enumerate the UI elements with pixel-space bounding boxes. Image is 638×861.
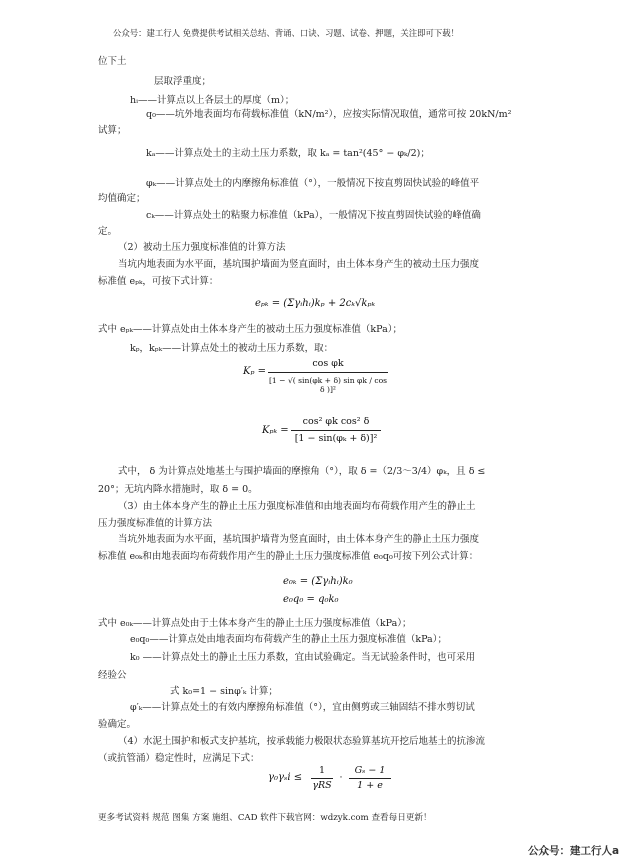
- text-line: 当坑外地表面为水平面，基坑围护墙背为竖直面时，由土体本身产生的静止土压力强度: [118, 534, 480, 545]
- formula-e0q0: e₀q₀ = q₀k₀: [283, 594, 339, 605]
- fraction-bar: [349, 778, 391, 779]
- text-line: 式中， δ 为计算点处地基土与围护墙面的摩擦角（°），取 δ =（2/3～3/4）φₖ，且 δ ≤: [118, 466, 486, 477]
- formula-seepage-frac1-den: γRS: [312, 780, 332, 791]
- text-line: 试算；: [98, 125, 127, 136]
- text-line: 位下土: [98, 56, 127, 67]
- fraction-bar: [291, 430, 381, 431]
- text-line: 当坑内地表面为水平面，基坑围护墙面为竖直面时，由土体本身产生的被动土压力强度: [118, 259, 480, 270]
- footer-brand-watermark: 公众号：建工行人a: [528, 845, 620, 857]
- text-line: 式 k₀=1 − sinφ′ₖ 计算；: [170, 686, 278, 697]
- text-line: φₖ——计算点处土的内摩擦角标准值（°），一般情况下按直剪固快试验的峰值平: [146, 178, 480, 189]
- formula-kpk-denominator: [1 − sin(φₖ + δ)]²: [294, 433, 378, 444]
- text-line: kₐ——计算点处土的主动土压力系数，取 kₐ = tan²(45° − φₖ/2)；: [146, 148, 430, 159]
- section-heading: （2）被动土压力强度标准值的计算方法: [118, 242, 286, 253]
- text-line: 标准值 eₚₖ，可按下式计算：: [98, 276, 219, 287]
- header-banner: 公众号：建工行人 免费提供考试相关总结、背诵、口诀、习题、试卷、押题，关注即可下载！: [113, 28, 460, 38]
- text-line: （或抗管涌）稳定性时，应满足下式：: [98, 753, 260, 764]
- formula-kp-lhs: Kₚ =: [243, 366, 267, 377]
- text-line: φ′ₖ——计算点处土的有效内摩擦角标准值（°），宜由侧剪或三轴固结不排水剪切试: [130, 702, 475, 713]
- text-line: 经验公: [98, 670, 127, 681]
- text-line: 层取浮重度；: [154, 76, 212, 87]
- text-line: q₀——坑外地表面均布荷载标准值（kN/m²），应按实际情况取值，通常可按 20kN/m²: [146, 109, 512, 120]
- formula-seepage-frac2-den: 1 + e: [357, 780, 383, 791]
- section-heading: 压力强度标准值的计算方法: [98, 518, 213, 529]
- fraction-bar: [311, 778, 333, 779]
- text-line: hᵢ——计算点以上各层土的厚度（m）；: [130, 95, 295, 106]
- formula-seepage-frac2-num: Gₛ − 1: [354, 765, 386, 776]
- text-line: 式中 eₚₖ——计算点处由土体本身产生的被动土压力强度标准值（kPa）；: [98, 324, 403, 335]
- formula-e0k: e₀ₖ = (Σγᵢhᵢ)k₀: [283, 576, 353, 587]
- text-line: 式中 e₀ₖ——计算点处由于土体本身产生的静止土压力强度标准值（kPa）；: [98, 618, 412, 629]
- formula-seepage-lhs: γ₀γₛi ≤: [268, 772, 303, 783]
- text-line: cₖ——计算点处土的粘聚力标准值（kPa），一般情况下按直剪固快试验的峰值确: [146, 210, 481, 221]
- section-heading: （3）由土体本身产生的静止土压力强度标准值和由地表面均布荷载作用产生的静止土: [118, 501, 476, 512]
- text-line: 均值确定；: [98, 193, 146, 204]
- text-line: kₚ，kₚₖ——计算点处土的被动土压力系数，取：: [130, 343, 334, 354]
- text-line: 验确定。: [98, 719, 137, 730]
- footer-download-note: 更多考试资料 规范 图集 方案 施组、CAD 软件下载官网：wdzyk.com 查看每日更新！: [98, 813, 432, 823]
- text-line: 20°；无坑内降水措施时，取 δ = 0。: [98, 484, 258, 495]
- formula-kp-denominator: [1 − √( sin(φk + δ) sin φk / cos δ )]²: [268, 376, 388, 394]
- text-line: （4）水泥土围护和板式支护基坑，按承载能力极限状态验算基坑开挖后地基土的抗渗流: [118, 736, 486, 747]
- formula-seepage-frac1-num: 1: [318, 765, 326, 776]
- formula-kpk-numerator: cos² φk cos² δ: [302, 416, 370, 427]
- text-line: e₀q₀——计算点处由地表面均布荷载产生的静止土压力强度标准值（kPa）；: [130, 634, 447, 645]
- text-line: k₀ ——计算点处土的静止土压力系数，宜由试验确定。当无试验条件时，也可采用: [130, 652, 476, 663]
- formula-kpk-lhs: Kₚₖ =: [262, 425, 289, 436]
- formula-epk: eₚₖ = (Σγᵢhᵢ)kₚ + 2cₖ√kₚₖ: [255, 298, 376, 309]
- fraction-bar: [268, 372, 388, 373]
- text-line: 标准值 e₀ₖ和由地表面均布荷载作用产生的静止土压力强度标准值 e₀q₀可按下列公式计算：: [98, 551, 479, 562]
- text-line: 定。: [98, 226, 118, 237]
- formula-kp-numerator: cos φk: [312, 358, 344, 369]
